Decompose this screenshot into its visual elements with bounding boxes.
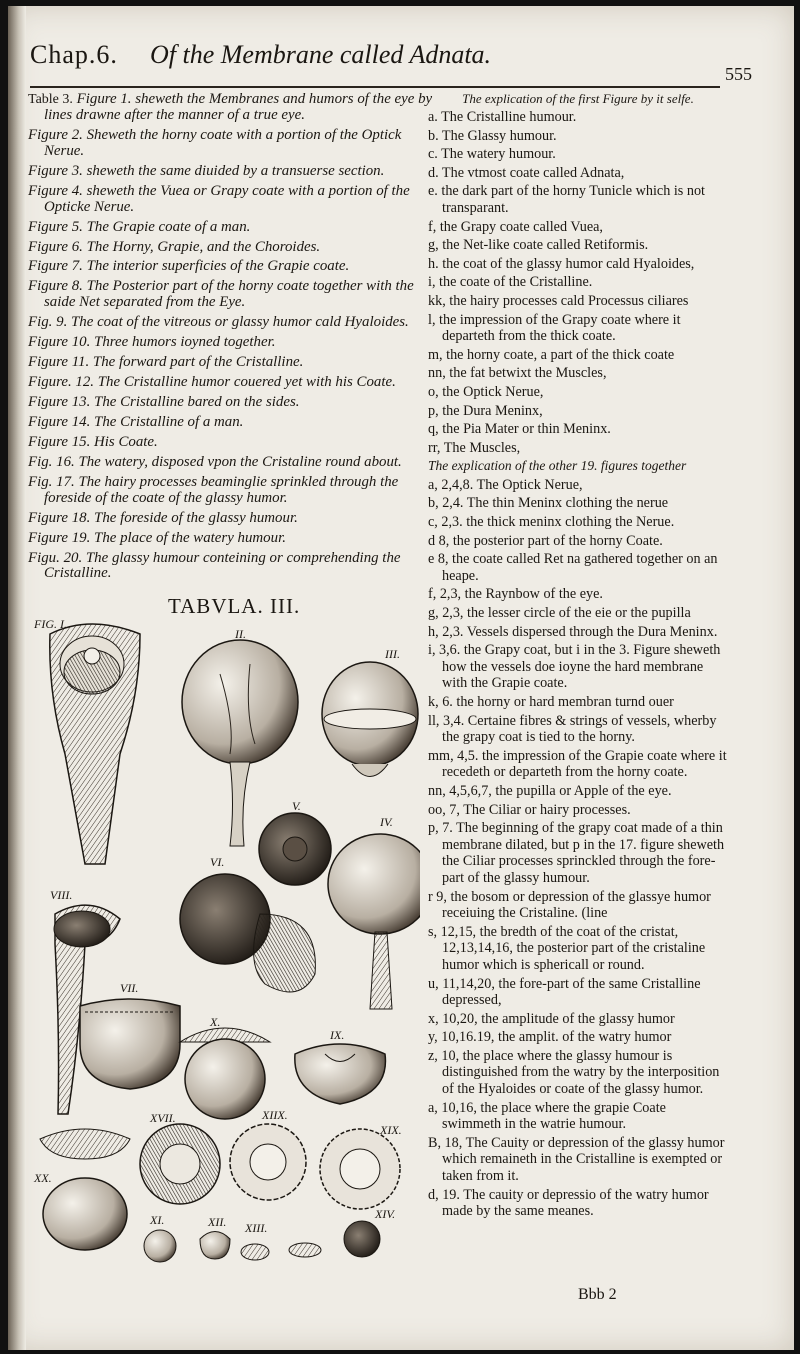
legend-item: y, 10,16.19, the amplit. of the watry humor (428, 1029, 672, 1046)
figure-14-cristalline-man (344, 1221, 380, 1257)
figure-13-cristalline-bared (241, 1243, 321, 1260)
book-page (8, 6, 794, 1350)
figure-10-three-humors (180, 1028, 270, 1119)
figure-entry (28, 531, 438, 547)
figure-3-transverse-section (322, 662, 418, 777)
entry-lead: Table 3. (28, 92, 73, 107)
legend-item: q, the Pia Mater or thin Meninx. (428, 421, 611, 438)
legend-item: m, the horny coate, a part of the thick coate (428, 346, 675, 363)
legend-item: d. The vtmost coate called Adnata, (428, 164, 625, 181)
figure-20-glassy-humour (40, 1129, 130, 1250)
figure-4-vuea (328, 834, 420, 1009)
legend-item: nn, the fat betwixt the Muscles, (428, 365, 607, 382)
legend-item: ll, 3,4. Certaine fibres & strings of vessels, wherby the grapy coat is tied to the horny. (428, 712, 717, 746)
legend-item: rr, The Muscles, (428, 439, 521, 456)
figure-entry (28, 375, 438, 391)
figure-entry (28, 551, 438, 583)
figure-list (28, 92, 438, 586)
fig-label-4: IV. (380, 815, 393, 829)
fig-label-13b: XIIX. (262, 1108, 288, 1122)
legend-item: h, 2,3. Vessels dispersed through the Dura Meninx. (428, 623, 718, 640)
legend-item: nn, 4,5,6,7, the pupilla or Apple of the eye. (428, 782, 672, 799)
entry-text: Fig. 9. The coat of the vitreous or glassy humor cald Hyaloides. (28, 314, 409, 331)
legend-item: b. The Glassy humour. (428, 127, 557, 144)
figure-1-eye-section (50, 624, 140, 864)
figure-entry (28, 415, 438, 431)
entry-text: Figure 7. The interior superficies of the Grapie coate. (28, 258, 350, 275)
legend-item: o, the Optick Nerue, (428, 383, 544, 400)
legend-item: a, 10,16, the place where the grapie Coate swimmeth in the watrie humour. (428, 1099, 666, 1133)
figure-5-grapy-coat (259, 813, 331, 885)
fig-label-19: XIX. (380, 1123, 402, 1137)
legend-item: x, 10,20, the amplitude of the glassy humor (428, 1010, 675, 1027)
fig-label-12: XII. (208, 1215, 227, 1229)
legend-item: a, 2,4,8. The Optick Nerue, (428, 476, 583, 493)
legend-item: p, 7. The beginning of the grapy coat made of a thin membrane dilated, but p in the 17. figure sheweth the Ciliar processes sprinckled through the fore-part of the glassy humour. (428, 820, 725, 886)
figure-entry (28, 435, 438, 451)
fig-label-5: V. (292, 799, 301, 813)
legend-item: c, 2,3. the thick meninx clothing the Nerue. (428, 514, 675, 531)
legend-item: f, 2,3, the Raynbow of the eye. (428, 586, 603, 603)
legend-item: f, the Grapy coate called Vuea, (428, 218, 603, 235)
entry-text: Figure 15. His Coate. (28, 433, 158, 450)
figure-entry (28, 335, 438, 351)
figure-2-horny-coat (182, 640, 298, 846)
legend-item: r 9, the bosom or depression of the glassye humor receiuing the Cristaline. (line (428, 888, 711, 922)
figure-19-watery-place (320, 1129, 400, 1209)
signature-mark: Bbb 2 (578, 1286, 617, 1303)
legend-item: d 8, the posterior part of the horny Coate. (428, 532, 663, 549)
legend-item: i, the coate of the Cristalline. (428, 274, 593, 291)
figure-entry (28, 92, 438, 124)
figure-17-hairy-processes (140, 1124, 220, 1204)
chapter-label: Chap.6. (30, 40, 118, 69)
fig-label-14: XIV. (375, 1207, 396, 1221)
fig-label-6: VI. (210, 855, 225, 869)
page-number: 555 (725, 64, 752, 84)
figure-18-glassy-foreside (230, 1124, 306, 1200)
entry-text: Figure 6. The Horny, Grapie, and the Choroides. (28, 238, 321, 255)
legend-item: p, the Dura Meninx, (428, 402, 543, 419)
legend-item: i, 3,6. the Grapy coat, but i in the 3. Figure sheweth how the vessels doe ioyne the hard membrane with the Grapie coate. (428, 642, 721, 692)
entry-text: Figure 3. sheweth the same diuided by a transuerse section. (28, 162, 385, 179)
legend-item: s, 12,15, the bredth of the coat of the cristat, 12,13,14,16, the posterior part of the cristaline humor which is sphericall or round. (428, 923, 706, 973)
fig-label-11: XI. (150, 1213, 165, 1227)
figure-entry (28, 220, 438, 236)
plate-title: TABVLA. III. (168, 594, 301, 618)
figure-entry (28, 455, 438, 471)
header-rule (30, 86, 720, 88)
figure-entry (28, 240, 438, 256)
fig-label-10: X. (210, 1015, 221, 1029)
legend-item: b, 2,4. The thin Meninx clothing the nerue (428, 495, 669, 512)
legend-item: g, 2,3, the lesser circle of the eie or the pupilla (428, 605, 691, 622)
figure-entry (28, 395, 438, 411)
fig-label-3: III. (385, 647, 400, 661)
legend-item: B, 18, The Cauity or depression of the glassy humor which remaineth in the Cristalline is exempted or taken from it. (428, 1134, 725, 1185)
figure-entry (28, 259, 438, 275)
figure-12-cristalline-coat (200, 1232, 230, 1260)
figure-entry (28, 184, 438, 216)
figure-entry (28, 164, 438, 180)
fig-label-13: XIII. (245, 1221, 268, 1235)
legend-item: d, 19. The cauity or depressio of the watry humor made by the same meanes. (428, 1186, 709, 1220)
figure-9-hyaloides (295, 1044, 386, 1104)
figure-entry (28, 475, 438, 507)
legend-item: kk, the hairy processes cald Processus ciliares (428, 292, 689, 309)
entry-text: Figure 5. The Grapie coate of a man. (28, 218, 251, 235)
legend-item: oo, 7, The Ciliar or hairy processes. (428, 801, 631, 818)
legend-item: a. The Cristalline humour. (428, 109, 577, 125)
figure-entry (28, 511, 438, 527)
figure-entry (28, 279, 438, 311)
entry-text: Figure 4. sheweth the Vuea or Grapy coate with a portion of the Opticke Nerue. (28, 182, 410, 215)
entry-text: Figure 2. Sheweth the horny coate with a portion of the Optick Nerue. (28, 126, 402, 159)
entry-text: Fig. 16. The watery, disposed vpon the Cristaline round about. (28, 453, 402, 470)
entry-text: Fig. 17. The hairy processes beaminglie sprinkled through the foreside of the coate of the glassy humor. (28, 473, 399, 506)
figure-11-cristalline-forward (144, 1230, 176, 1262)
anatomical-plate (30, 614, 420, 1274)
entry-text: Figure 10. Three humors ioyned together. (28, 334, 276, 351)
legend-item: mm, 4,5. the impression of the Grapie coate where it recedeth or departeth from the horny coate. (428, 747, 727, 781)
entry-text: Figure 13. The Cristalline bared on the sides. (28, 394, 300, 410)
explication-title-1: The explication of the first Figure by it selfe. (462, 91, 694, 106)
fig-label-9: IX. (330, 1028, 345, 1042)
explication-title-2: The explication of the other 19. figures together (428, 458, 687, 474)
running-header (30, 40, 752, 84)
legend-item: u, 11,14,20, the fore-part of the same Cristalline depressed, (428, 975, 701, 1009)
figure-7-interior-grapie (80, 999, 180, 1089)
entry-text: Figure 18. The foreside of the glassy humour. (28, 509, 298, 526)
fig-label-1: FIG. I. (34, 617, 67, 631)
legend-item: l, the impression of the Grapy coate where it departeth from the thick coate. (428, 311, 681, 345)
legend-item: z, 10, the place where the glassy humour is distinguished from the watry by the interposition of the Hyaloides or coate of the glassy humor. (428, 1047, 720, 1098)
fig-label-2: II. (235, 627, 246, 641)
legend-item: e 8, the coate called Ret na gathered together on an heape. (428, 551, 718, 584)
fig-label-17: XVII. (150, 1111, 176, 1125)
explication-column (428, 92, 728, 1222)
entry-text: Figure 1. sheweth the Membranes and humors of the eye by lines drawne after the manner of a true eye. (44, 91, 433, 123)
book-spine-shadow (8, 6, 26, 1350)
entry-text: Figure 8. The Posterior part of the horny coate together with the saide Net separated from the Eye. (28, 278, 414, 311)
entry-text: Figu. 20. The glassy humour conteining or comprehending the Cristalline. (28, 549, 401, 582)
fig-label-7: VII. (120, 981, 139, 995)
legend-item: k, 6. the horny or hard membran turnd ouer (428, 694, 674, 710)
entry-text: Figure 19. The place of the watery humour. (28, 529, 286, 546)
fig-label-20: XX. (34, 1171, 52, 1185)
figure-6-horny-grapie-choroides (180, 874, 315, 992)
figure-entry (28, 355, 438, 371)
fig-label-8: VIII. (50, 888, 73, 902)
figure-entry (28, 315, 438, 331)
entry-text: Figure. 12. The Cristalline humor couered yet with his Coate. (28, 374, 396, 391)
figure-entry (28, 128, 438, 160)
legend-item: g, the Net-like coate called Retiformis. (428, 237, 649, 254)
entry-text: Figure 14. The Cristalline of a man. (28, 413, 244, 430)
entry-text: Figure 11. The forward part of the Cristalline. (28, 354, 304, 371)
page-title: Of the Membrane called Adnata. (150, 40, 492, 69)
legend-item: e. the dark part of the horny Tunicle which is not transparant. (428, 183, 706, 216)
legend-item: c. The watery humour. (428, 146, 556, 163)
legend-item: h. the coat of the glassy humor cald Hyaloides, (428, 255, 695, 272)
